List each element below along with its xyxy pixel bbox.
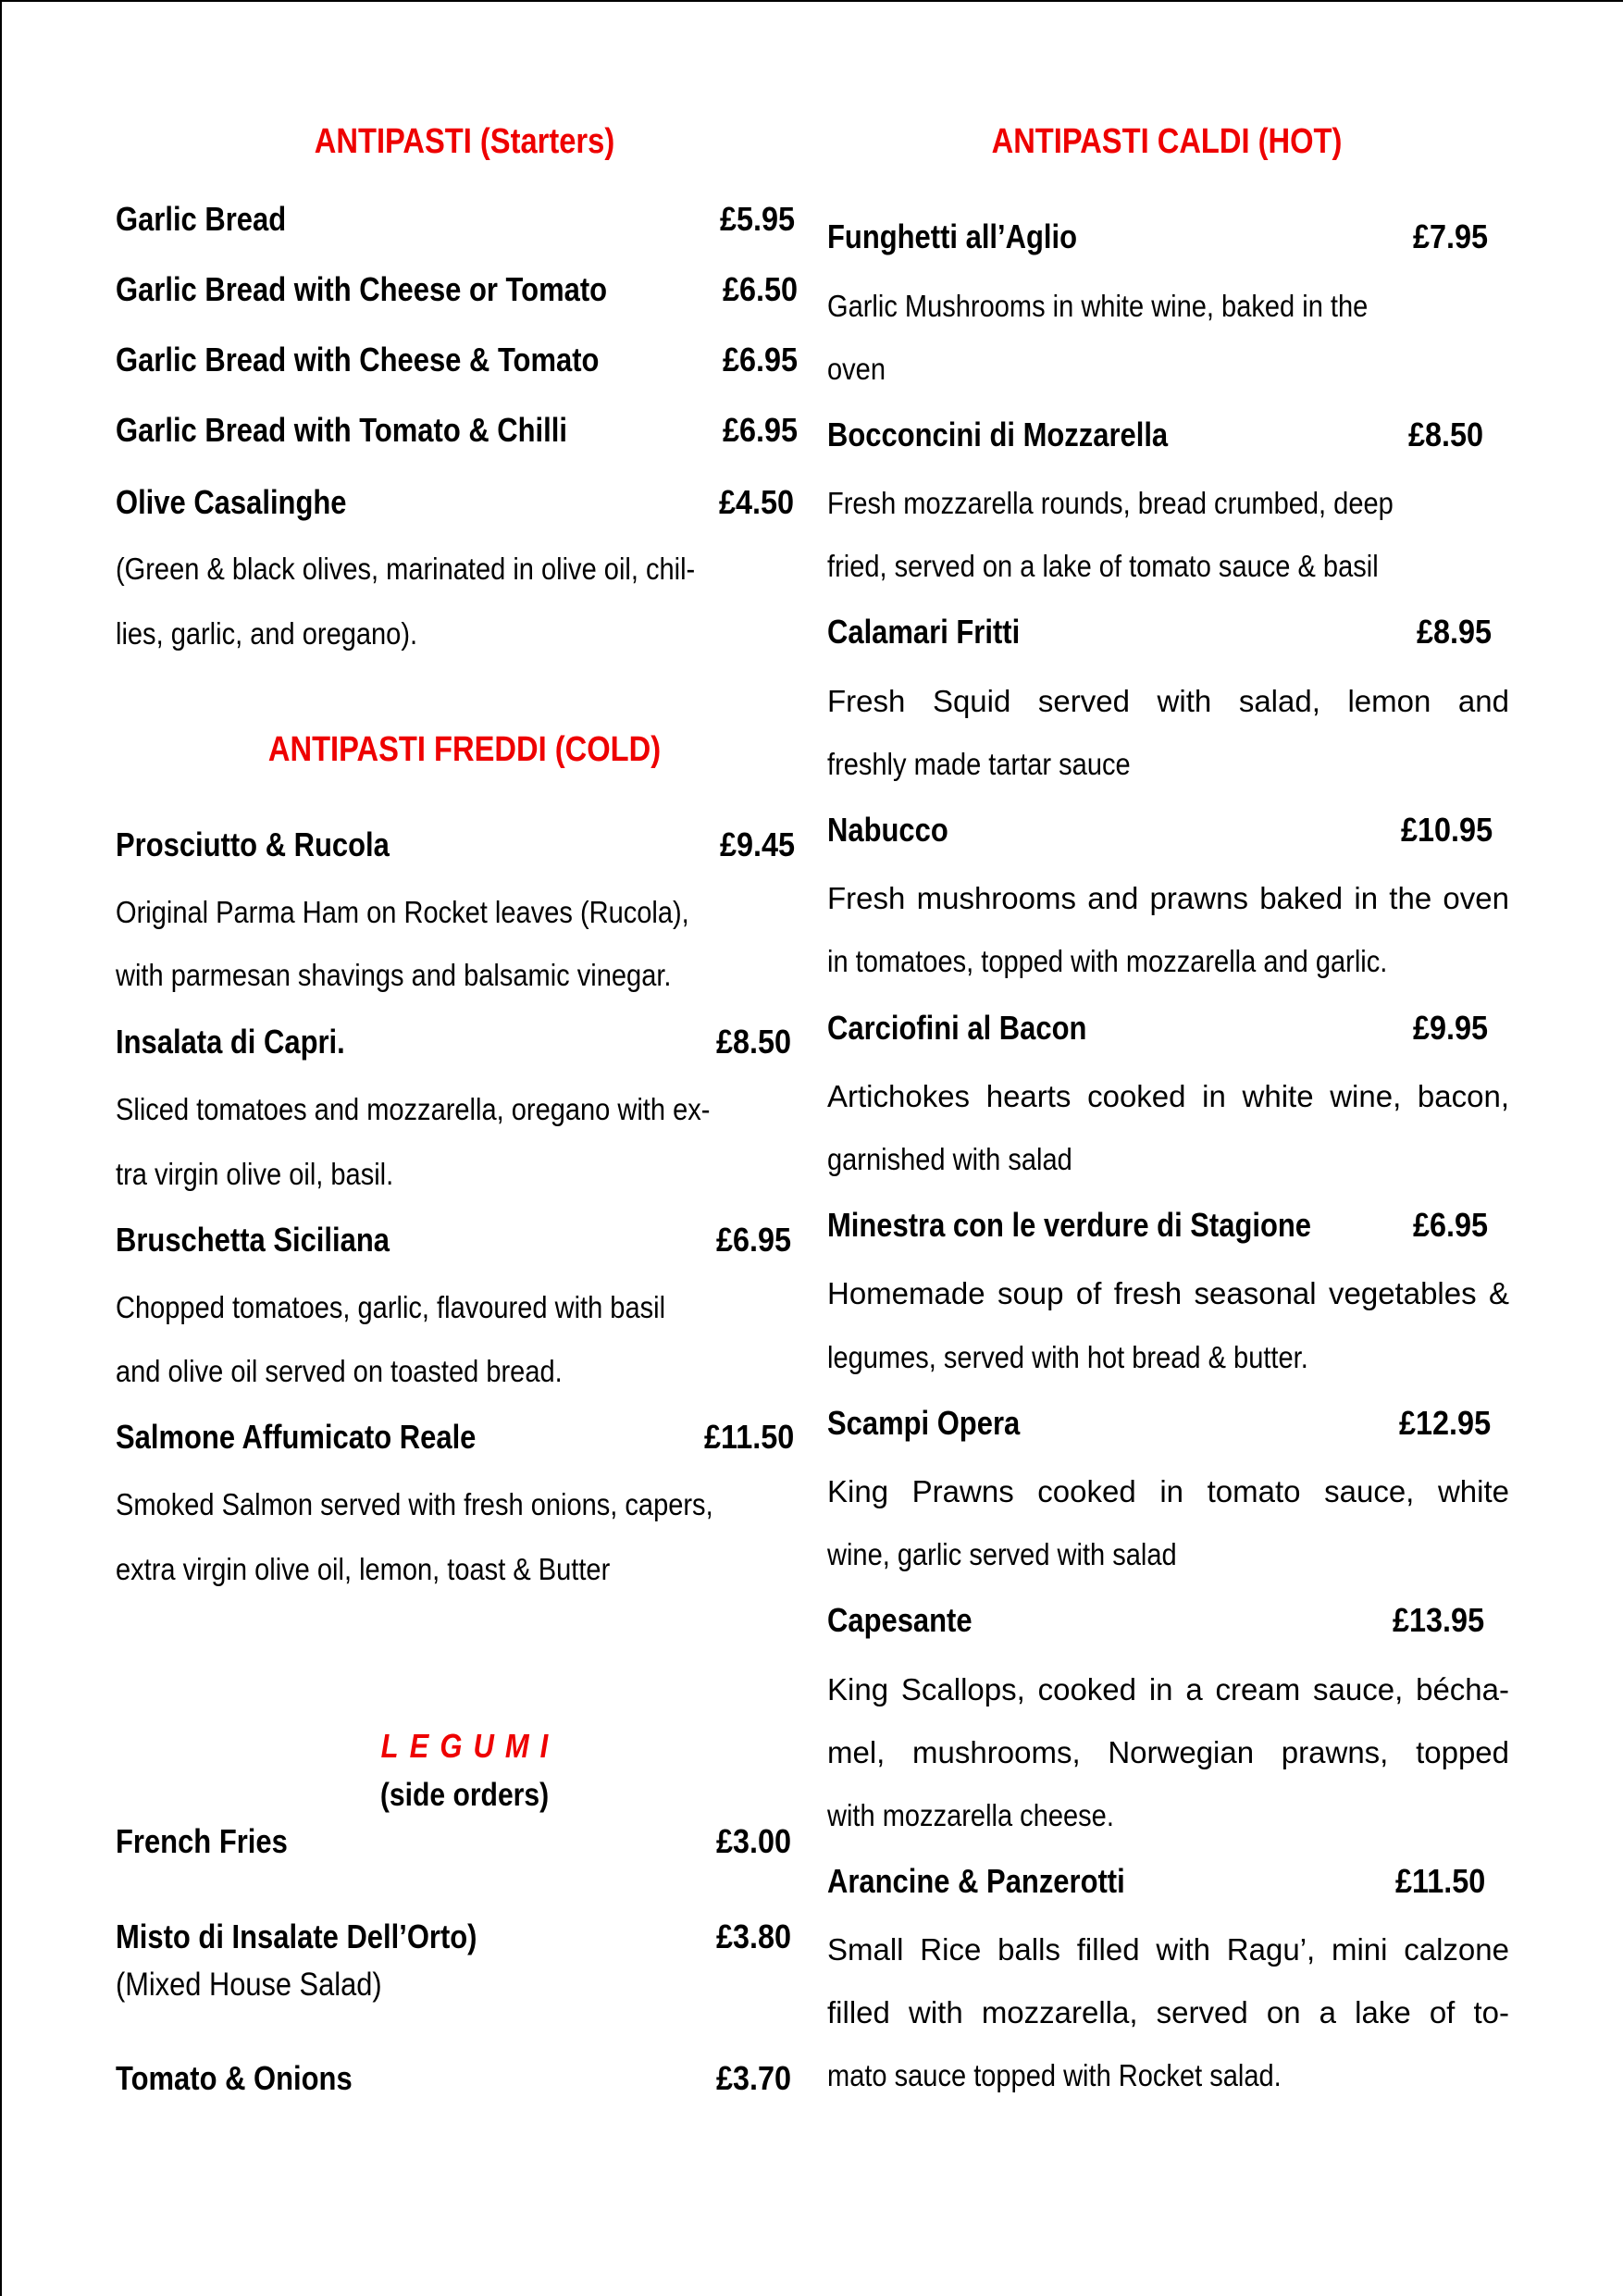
item-description: legumes, served with hot bread & butter. <box>827 1340 1308 1374</box>
item-description: mato sauce topped with Rocket salad. <box>827 2058 1282 2092</box>
item-description: Small Rice balls filled with Ragu’, mini calzone <box>827 1932 1509 1967</box>
item-name: Salmone Affumicato Reale <box>116 1418 477 1456</box>
item-name: Scampi Opera <box>827 1404 1021 1442</box>
item-name: Arancine & Panzerotti <box>827 1862 1125 1900</box>
item-description: Homemade soup of fresh seasonal vegetables & <box>827 1276 1509 1310</box>
section-heading-hot: ANTIPASTI CALDI (HOT) <box>991 122 1343 161</box>
item-description: King Prawns cooked in tomato sauce, white <box>827 1474 1509 1508</box>
item-price: £6.95 <box>723 341 799 379</box>
item-price: £6.50 <box>723 270 799 308</box>
item-name: Insalata di Capri. <box>116 1023 345 1061</box>
item-description: wine, garlic served with salad <box>827 1537 1177 1571</box>
item-description: (Green & black olives, marinated in olive oil, chil- <box>116 552 696 586</box>
item-price: £7.95 <box>1413 217 1489 255</box>
item-description: and olive oil served on toasted bread. <box>116 1354 563 1388</box>
item-description: Fresh mushrooms and prawns baked in the oven <box>827 881 1509 915</box>
item-description: Fresh mozzarella rounds, bread crumbed, deep <box>827 486 1394 520</box>
item-description: with parmesan shavings and balsamic vinegar. <box>116 958 672 992</box>
item-price: £11.50 <box>704 1418 795 1456</box>
section-heading-starters: ANTIPASTI (Starters) <box>314 122 615 161</box>
item-name: Garlic Bread with Cheese or Tomato <box>116 270 608 308</box>
item-name: Garlic Bread <box>116 200 287 238</box>
item-price: £9.95 <box>1413 1009 1489 1047</box>
page-border-left <box>0 0 2 2296</box>
item-price: £8.95 <box>1417 613 1493 651</box>
item-price: £10.95 <box>1401 811 1493 849</box>
item-price: £12.95 <box>1399 1404 1492 1442</box>
item-name: Olive Casalinghe <box>116 483 347 521</box>
item-price: £9.45 <box>720 825 796 863</box>
item-price: £3.80 <box>716 1917 792 1955</box>
item-description: freshly made tartar sauce <box>827 747 1131 781</box>
item-price: £3.70 <box>716 2059 792 2097</box>
item-description: in tomatoes, topped with mozzarella and garlic. <box>827 944 1388 978</box>
item-name: Bocconcini di Mozzarella <box>827 416 1169 453</box>
item-name: Minestra con le verdure di Stagione <box>827 1206 1312 1244</box>
item-description: tra virgin olive oil, basil. <box>116 1157 394 1191</box>
item-description: garnished with salad <box>827 1142 1072 1176</box>
item-name: Prosciutto & Rucola <box>116 825 390 863</box>
item-name: Tomato & Onions <box>116 2059 353 2097</box>
section-subheading-side-orders: (side orders) <box>379 1777 550 1813</box>
item-name: Bruschetta Siciliana <box>116 1221 390 1259</box>
item-description: Artichokes hearts cooked in white wine, bacon, <box>827 1079 1509 1113</box>
item-price: £3.00 <box>716 1822 792 1860</box>
item-price: £5.95 <box>720 200 796 238</box>
item-name: Garlic Bread with Tomato & Chilli <box>116 411 567 449</box>
section-heading-legumi: LEGUMI <box>380 1727 560 1765</box>
item-description: King Scallops, cooked in a cream sauce, bécha- <box>827 1672 1509 1706</box>
item-description: Smoked Salmon served with fresh onions, capers, <box>116 1487 713 1521</box>
section-heading-cold: ANTIPASTI FREDDI (COLD) <box>267 730 662 769</box>
page-border-top <box>0 0 1623 2</box>
item-description: with mozzarella cheese. <box>827 1798 1114 1832</box>
item-price: £8.50 <box>1408 416 1484 453</box>
item-description: filled with mozzarella, served on a lake of to- <box>827 1995 1509 2029</box>
item-price: £6.95 <box>716 1221 792 1259</box>
item-name: Calamari Fritti <box>827 613 1021 651</box>
item-name: Misto di Insalate Dell’Orto) <box>116 1917 477 1955</box>
item-name: Capesante <box>827 1601 973 1639</box>
item-price: £13.95 <box>1393 1601 1485 1639</box>
item-description: Sliced tomatoes and mozzarella, oregano with ex- <box>116 1092 711 1126</box>
item-description: (Mixed House Salad) <box>116 1967 382 2003</box>
item-price: £6.95 <box>723 411 799 449</box>
item-price: £11.50 <box>1395 1862 1486 1900</box>
item-description: Fresh Squid served with salad, lemon and <box>827 684 1509 718</box>
item-description: oven <box>827 352 886 386</box>
item-name: Garlic Bread with Cheese & Tomato <box>116 341 600 379</box>
item-price: £4.50 <box>719 483 795 521</box>
item-name: Funghetti all’Aglio <box>827 217 1078 255</box>
item-description: Chopped tomatoes, garlic, flavoured with basil <box>116 1290 666 1324</box>
item-name: Carciofini al Bacon <box>827 1009 1087 1047</box>
item-name: French Fries <box>116 1822 288 1860</box>
item-description: mel, mushrooms, Norwegian prawns, topped <box>827 1735 1509 1769</box>
item-description: Garlic Mushrooms in white wine, baked in the <box>827 289 1369 323</box>
item-description: lies, garlic, and oregano). <box>116 616 418 651</box>
item-description: Original Parma Ham on Rocket leaves (Rucola), <box>116 895 689 929</box>
item-name: Nabucco <box>827 811 948 849</box>
item-price: £6.95 <box>1413 1206 1489 1244</box>
item-description: fried, served on a lake of tomato sauce & basil <box>827 549 1379 583</box>
item-price: £8.50 <box>716 1023 792 1061</box>
item-description: extra virgin olive oil, lemon, toast & Butter <box>116 1552 611 1586</box>
